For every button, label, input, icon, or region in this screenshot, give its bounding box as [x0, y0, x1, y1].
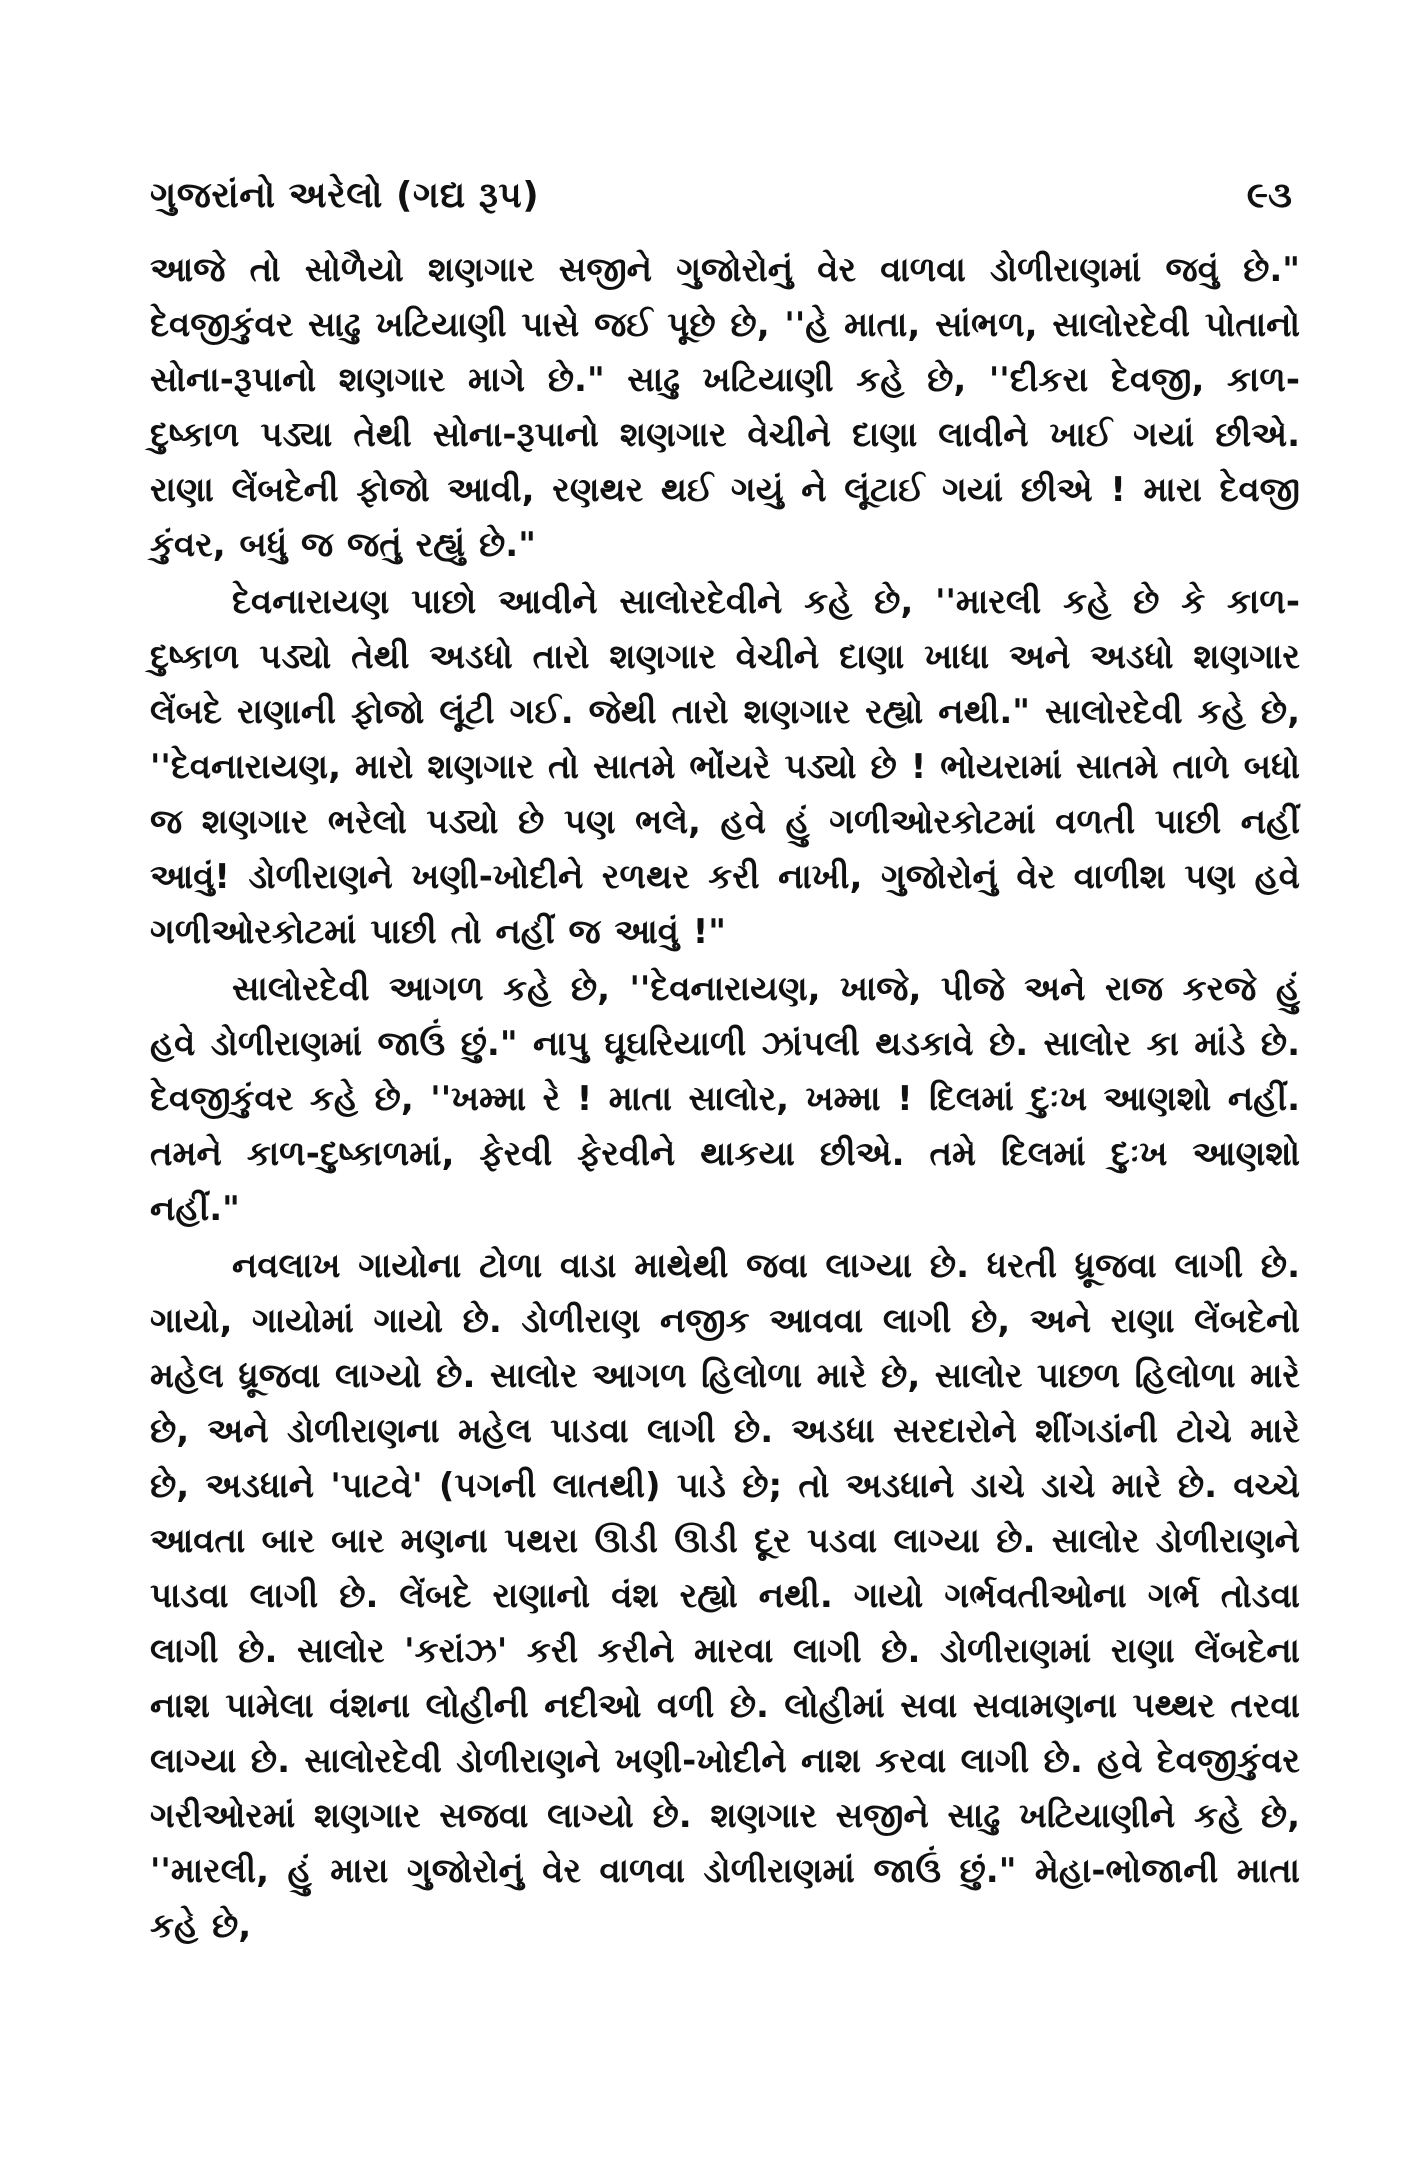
book-page: [150, 175, 1300, 2075]
body-text: [150, 243, 1300, 1954]
paragraph: આજે તો સોળૈયો શણગાર સજીને ગુજોરોનું વેર વાળવા ડોળીરાણમાં જવું છે." દેવજીકુંવર સાઢુ ખટિયાણી પાસે જઈ પૂછે છે, ''હે માતા, સાંભળ, સાલોરદેવી પોતાનો સોના-રૂપાનો શણગાર માગે છે." સાઢુ ખટિયાણી કહે છે, ''દીકરા દેવજી, કાળ-દુષ્કાળ પડ્યા તેથી સોના-રૂપાનો શણગાર વેચીને દાણા લાવીને ખાઈ ગયાં છીએ. રાણા લેંબદેની ફોજો આવી, રણથર થઈ ગયું ને લૂંટાઈ ગયાં છીએ ! મારા દેવજી કુંવર, બધું જ જતું રહ્યું છે.": [150, 250, 1300, 565]
paragraph: સાલોરદેવી આગળ કહે છે, ''દેવનારાયણ, ખાજે, પીજે અને રાજ કરજે હું હવે ડોળીરાણમાં જાઉં છું." નાપુ ઘૂઘરિયાળી ઝાંપલી થડકાવે છે. સાલોર કા માંડે છે. દેવજીકુંવર કહે છે, ''ખમ્મા રે ! માતા સાલોર, ખમ્મા ! દિલમાં દુઃખ આણશો નહીં. તમને કાળ-દુષ્કાળમાં, ફેરવી ફેરવીને થાકયા છીએ. તમે દિલમાં દુઃખ આણશો નહીં.": [150, 969, 1300, 1229]
page-number: ૯૩: [1246, 175, 1292, 216]
paragraph: નવલાખ ગાયોના ટોળા વાડા માથેથી જવા લાગ્યા છે. ધરતી ધ્રૂજવા લાગી છે. ગાયો, ગાયોમાં ગાયો છે. ડોળીરાણ નજીક આવવા લાગી છે, અને રાણા લેંબદેનો મહેલ ધ્રૂજવા લાગ્યો છે. સાલોર આગળ હિલોળા મારે છે, સાલોર પાછળ હિલોળા મારે છે, અને ડોળીરાણના મહેલ પાડવા લાગી છે. અડધા સરદારોને શીંગડાંની ટોચે મારે છે, અડધાને 'પાટવે' (પગની લાતથી) પાડે છે; તો અડધાને ડાચે ડાચે મારે છે. વચ્ચે આવતા બાર બાર મણના પથરા ઊડી ઊડી દૂર પડવા લાગ્યા છે. સાલોર ડોળીરાણને પાડવા લાગી છે. લેંબદે રાણાનો વંશ રહ્યો નથી. ગાયો ગર્ભવતીઓના ગર્ભ તોડવા લાગી છે. સાલોર 'કરાંઝ' કરી કરીને મારવા લાગી છે. ડોળીરાણમાં રાણા લેંબદેના નાશ પામેલા વંશના લોહીની નદીઓ વળી છે. લોહીમાં સવા સવામણના પથ્થર તરવા લાગ્યા છે. સાલોરદેવી ડોળીરાણને ખણી-ખોદીને નાશ કરવા લાગી છે. હવે દેવજીકુંવર ગરીઓરમાં શણગાર સજવા લાગ્યો છે. શણગાર સજીને સાઢુ ખટિયાણીને કહે છે, ''મારલી, હું મારા ગુજોરોનું વેર વાળવા ડોળીરાણમાં જાઉં છું." મેહા-ભોજાની માતા કહે છે,: [150, 1246, 1300, 1946]
paragraph: દેવનારાયણ પાછો આવીને સાલોરદેવીને કહે છે, ''મારલી કહે છે કે કાળ-દુષ્કાળ પડ્યો તેથી અડધો તારો શણગાર વેચીને દાણા ખાધા અને અડધો શણગાર લેંબદે રાણાની ફોજો લૂંટી ગઈ. જેથી તારો શણગાર રહ્યો નથી." સાલોરદેવી કહે છે, ''દેવનારાયણ, મારો શણગાર તો સાતમે ભોંયરે પડ્યો છે ! ભોયરામાં સાતમે તાળે બધો જ શણગાર ભરેલો પડ્યો છે પણ ભલે, હવે હું ગળીઓરકોટમાં વળતી પાછી નહીં આવું! ડોળીરાણને ખણી-ખોદીને રળથર કરી નાખી, ગુજોરોનું વેર વાળીશ પણ હવે ગળીઓરકોટમાં પાછી તો નહીં જ આવું !": [150, 582, 1300, 952]
running-title: ગુજરાંનો અરેલો (ગદ્ય રૂપ): [150, 175, 540, 216]
page-header: [150, 175, 1300, 237]
